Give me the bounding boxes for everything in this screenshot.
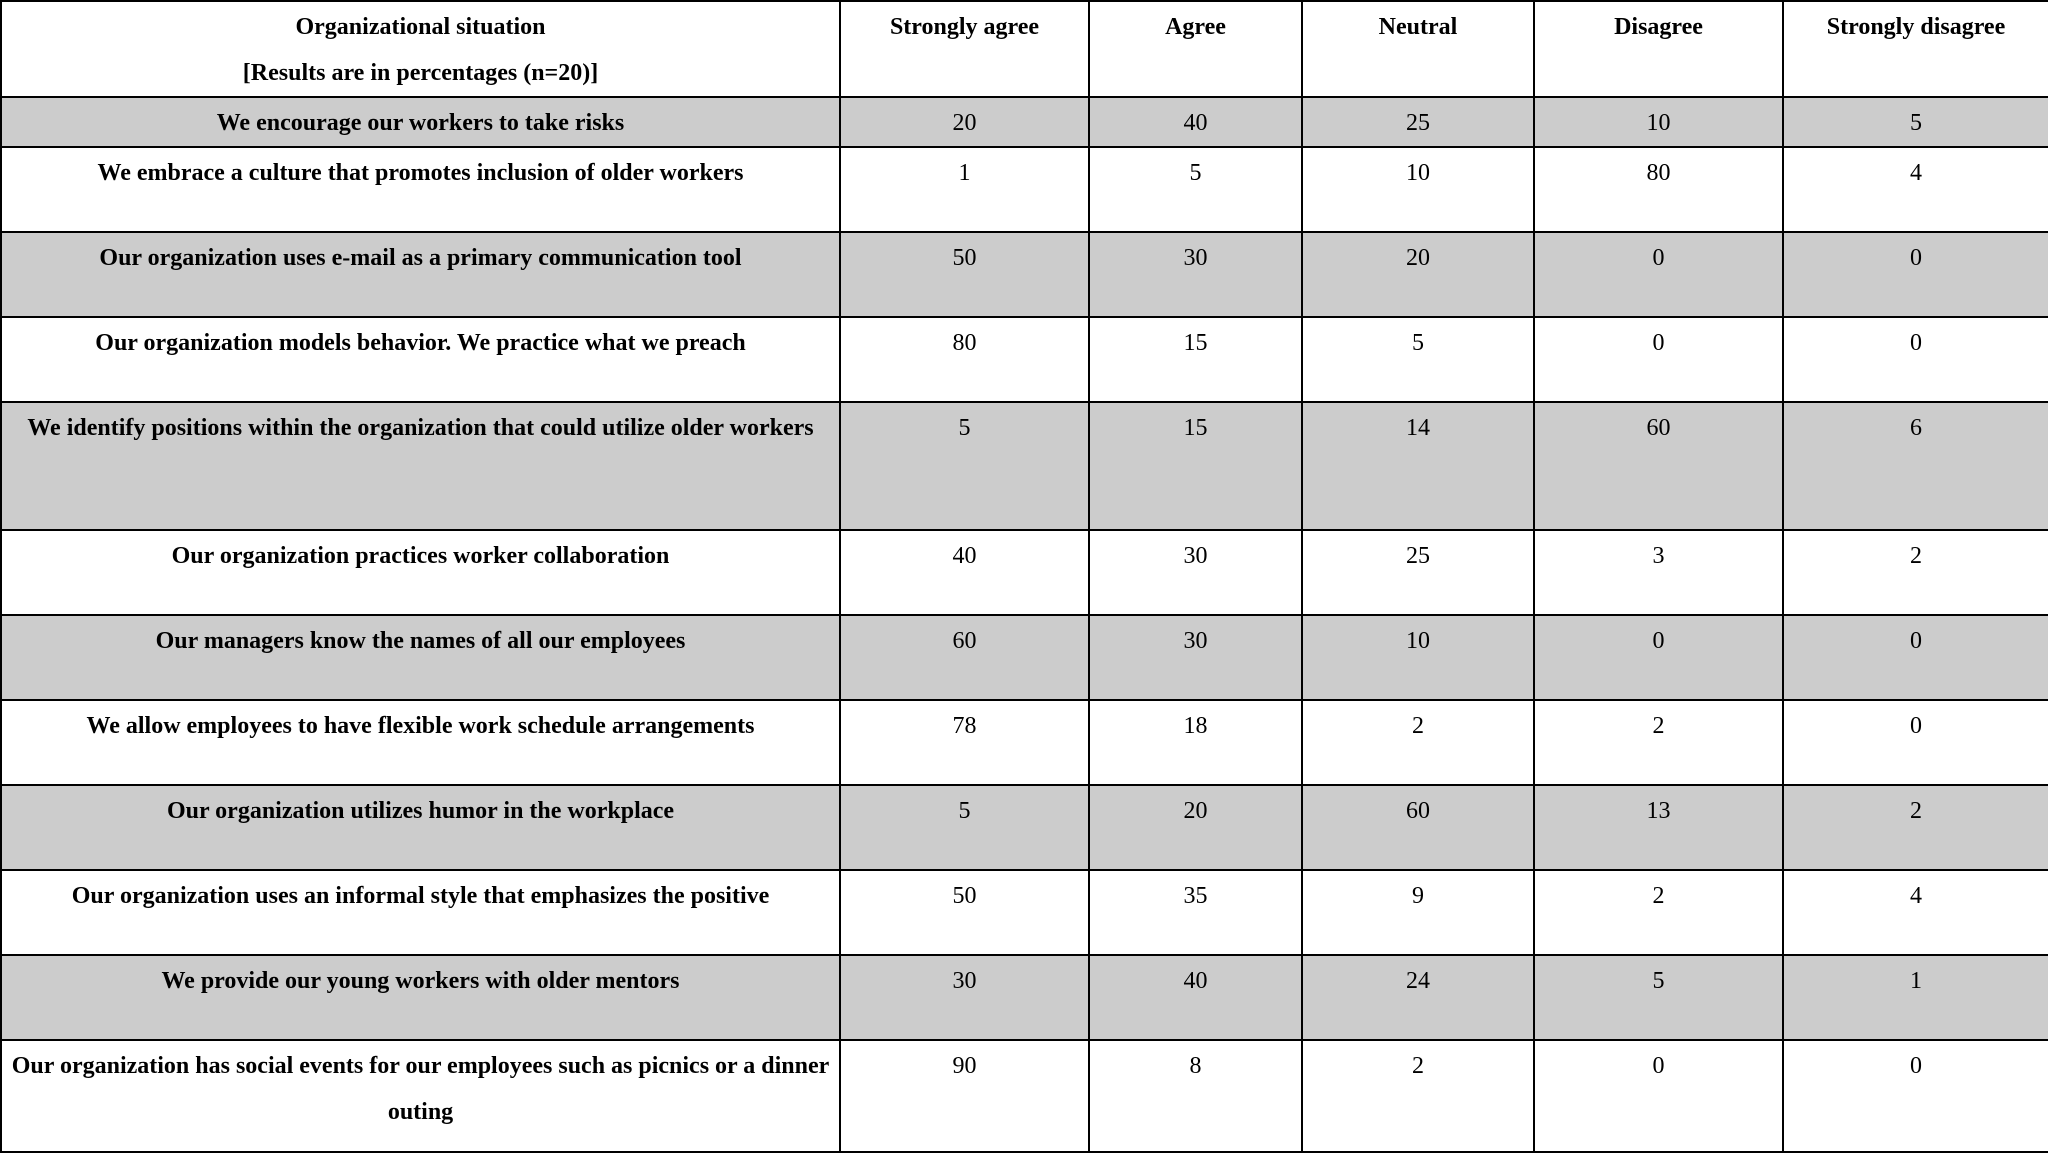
header-strongly-disagree: Strongly disagree: [1783, 1, 2048, 97]
agree-cell: 30: [1089, 232, 1302, 317]
table-row: [1, 1040, 2048, 1152]
table-row: [1, 700, 2048, 785]
header-organizational-situation: [1, 1, 840, 97]
agree-cell: 30: [1089, 530, 1302, 615]
row-label: Our organization practices worker collaboration: [1, 530, 840, 615]
disagree-cell: 0: [1534, 317, 1783, 402]
strongly-disagree-cell: 0: [1783, 317, 2048, 402]
disagree-cell: 0: [1534, 615, 1783, 700]
disagree-cell: 13: [1534, 785, 1783, 870]
strongly-disagree-cell: 2: [1783, 530, 2048, 615]
neutral-cell: 25: [1302, 97, 1534, 147]
row-label: We embrace a culture that promotes inclusion of older workers: [1, 147, 840, 232]
row-label: Our organization uses an informal style that emphasizes the positive: [1, 870, 840, 955]
strongly-disagree-cell: 6: [1783, 402, 2048, 530]
disagree-cell: 2: [1534, 870, 1783, 955]
neutral-cell: 9: [1302, 870, 1534, 955]
row-label: We encourage our workers to take risks: [1, 97, 840, 147]
strongly-agree-cell: 80: [840, 317, 1089, 402]
row-label: We provide our young workers with older mentors: [1, 955, 840, 1040]
disagree-cell: 2: [1534, 700, 1783, 785]
strongly-disagree-cell: 0: [1783, 232, 2048, 317]
neutral-cell: 2: [1302, 1040, 1534, 1152]
header-label-line1: Organizational situation: [295, 14, 546, 40]
disagree-cell: 60: [1534, 402, 1783, 530]
table-row: [1, 785, 2048, 870]
strongly-agree-cell: 5: [840, 402, 1089, 530]
strongly-agree-cell: 5: [840, 785, 1089, 870]
disagree-cell: 5: [1534, 955, 1783, 1040]
strongly-disagree-cell: 1: [1783, 955, 2048, 1040]
neutral-cell: 10: [1302, 147, 1534, 232]
strongly-agree-cell: 40: [840, 530, 1089, 615]
strongly-agree-cell: 1: [840, 147, 1089, 232]
neutral-cell: 24: [1302, 955, 1534, 1040]
strongly-agree-cell: 50: [840, 870, 1089, 955]
disagree-cell: 80: [1534, 147, 1783, 232]
table-row: [1, 317, 2048, 402]
agree-cell: 35: [1089, 870, 1302, 955]
strongly-agree-cell: 50: [840, 232, 1089, 317]
neutral-cell: 14: [1302, 402, 1534, 530]
row-label: We allow employees to have flexible work schedule arrangements: [1, 700, 840, 785]
row-label: We identify positions within the organization that could utilize older workers: [1, 402, 840, 530]
agree-cell: 15: [1089, 317, 1302, 402]
table-row: [1, 870, 2048, 955]
disagree-cell: 10: [1534, 97, 1783, 147]
neutral-cell: 5: [1302, 317, 1534, 402]
strongly-disagree-cell: 0: [1783, 615, 2048, 700]
header-disagree: Disagree: [1534, 1, 1783, 97]
table-row: [1, 232, 2048, 317]
agree-cell: 18: [1089, 700, 1302, 785]
agree-cell: 40: [1089, 97, 1302, 147]
strongly-disagree-cell: 2: [1783, 785, 2048, 870]
table-row: [1, 530, 2048, 615]
strongly-disagree-cell: 0: [1783, 700, 2048, 785]
table-row: [1, 147, 2048, 232]
table-row: [1, 402, 2048, 530]
agree-cell: 15: [1089, 402, 1302, 530]
neutral-cell: 60: [1302, 785, 1534, 870]
disagree-cell: 3: [1534, 530, 1783, 615]
strongly-agree-cell: 60: [840, 615, 1089, 700]
strongly-disagree-cell: 4: [1783, 147, 2048, 232]
table-row: [1, 97, 2048, 147]
strongly-disagree-cell: 0: [1783, 1040, 2048, 1152]
neutral-cell: 25: [1302, 530, 1534, 615]
header-label-line2: [Results are in percentages (n=20)]: [242, 60, 599, 86]
agree-cell: 5: [1089, 147, 1302, 232]
table-header-row: [1, 1, 2048, 97]
strongly-agree-cell: 30: [840, 955, 1089, 1040]
header-agree: Agree: [1089, 1, 1302, 97]
row-label: Our managers know the names of all our employees: [1, 615, 840, 700]
row-label: Our organization has social events for our employees such as picnics or a dinner outing: [1, 1040, 840, 1152]
row-label: Our organization uses e-mail as a primary communication tool: [1, 232, 840, 317]
agree-cell: 8: [1089, 1040, 1302, 1152]
strongly-disagree-cell: 4: [1783, 870, 2048, 955]
strongly-disagree-cell: 5: [1783, 97, 2048, 147]
disagree-cell: 0: [1534, 232, 1783, 317]
neutral-cell: 2: [1302, 700, 1534, 785]
strongly-agree-cell: 90: [840, 1040, 1089, 1152]
row-label: Our organization utilizes humor in the workplace: [1, 785, 840, 870]
header-strongly-agree: Strongly agree: [840, 1, 1089, 97]
row-label: Our organization models behavior. We practice what we preach: [1, 317, 840, 402]
table-row: [1, 955, 2048, 1040]
neutral-cell: 10: [1302, 615, 1534, 700]
strongly-agree-cell: 78: [840, 700, 1089, 785]
agree-cell: 20: [1089, 785, 1302, 870]
table-row: [1, 615, 2048, 700]
agree-cell: 40: [1089, 955, 1302, 1040]
agree-cell: 30: [1089, 615, 1302, 700]
header-neutral: Neutral: [1302, 1, 1534, 97]
neutral-cell: 20: [1302, 232, 1534, 317]
strongly-agree-cell: 20: [840, 97, 1089, 147]
disagree-cell: 0: [1534, 1040, 1783, 1152]
